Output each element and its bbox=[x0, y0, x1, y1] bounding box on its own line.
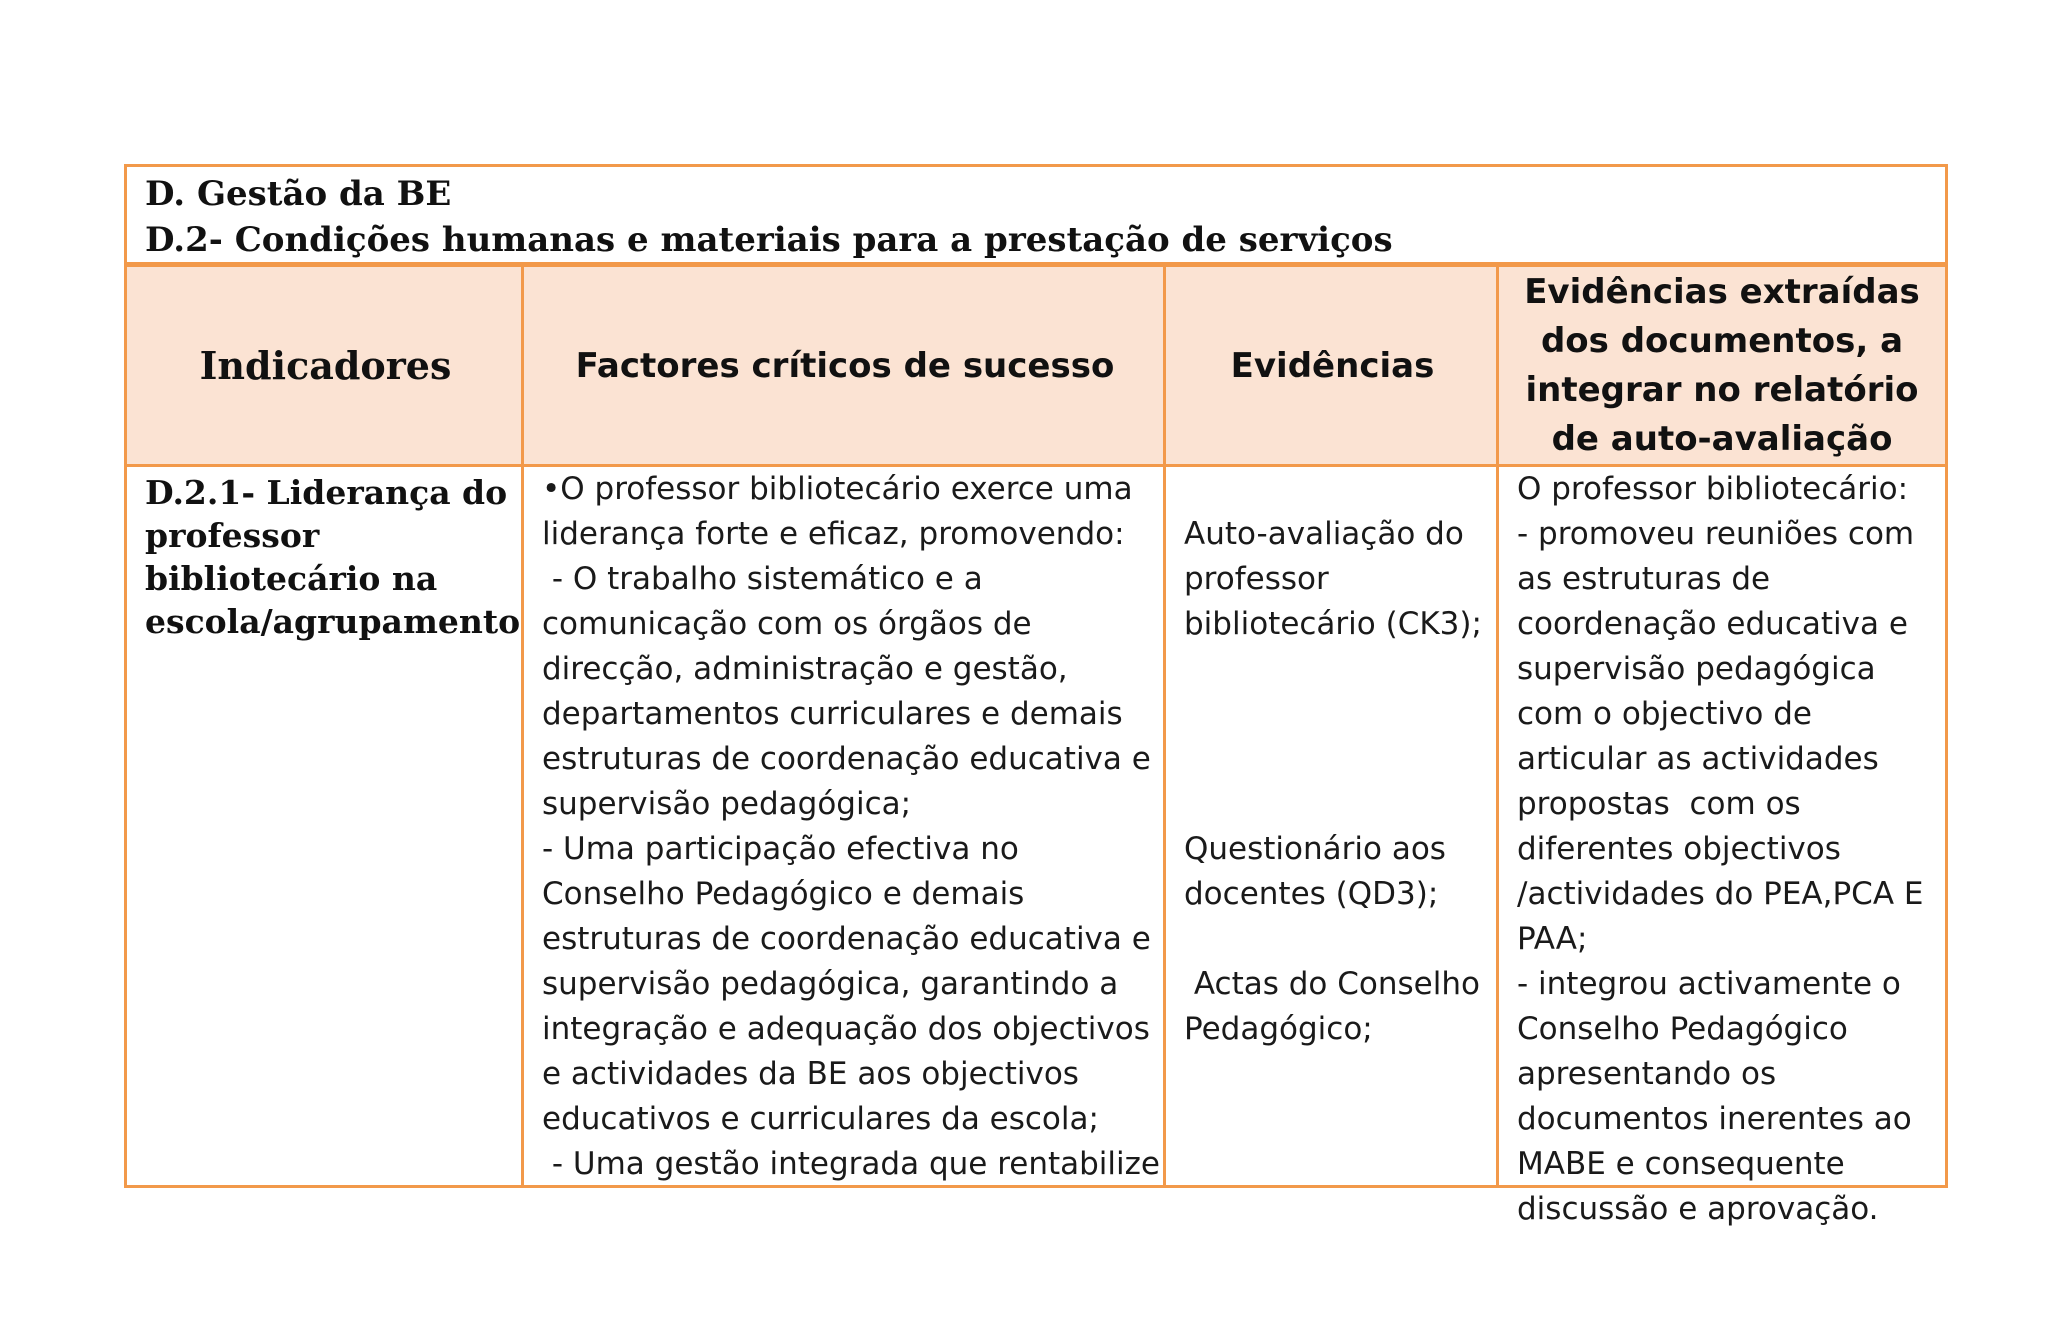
indicador-cell: D.2.1- Liderança do professor bibliotecário na escola/agrupamento bbox=[145, 473, 521, 641]
extraidas-paragraph: - promoveu reuniões com as estruturas de coordenação educativa e supervisão pedagógica com o objectivo de articular as actividades propostas com os diferentes objectivos /actividades do PEA,PCA E PAA; bbox=[1517, 516, 1934, 957]
subdomain-title: D.2- Condições humanas e materiais para a prestação de serviços bbox=[145, 220, 1393, 260]
factores-paragraph: - Uma participação efectiva no Conselho Pedagógico e demais estruturas de coordenação educativa e supervisão pedagógica, garantindo a integração e adequação dos objectivos e actividades da BE aos objectivos educativos e curriculares da escola; bbox=[542, 831, 1161, 1137]
factores-paragraph: •O professor bibliotecário exerce uma liderança forte e eficaz, promovendo: bbox=[542, 471, 1143, 552]
header-evidencias-extraidas: Evidências extraídas dos documentos, a integrar no relatório de auto-avaliação bbox=[1524, 271, 1920, 459]
factores-paragraph: - Uma gestão integrada que rentabilize bbox=[542, 1146, 1160, 1182]
table-title bbox=[127, 167, 1945, 267]
assessment-table bbox=[124, 164, 1948, 1227]
header-evidencias: Evidências bbox=[1230, 345, 1435, 386]
evidencias-item: Actas do Conselho Pedagógico; bbox=[1184, 966, 1490, 1047]
factores-paragraph: - O trabalho sistemático e a comunicação com os órgãos de direcção, administração e gestão, departamentos curriculares e demais estruturas de coordenação educativa e supervisão pedagógica; bbox=[542, 561, 1161, 822]
evidencias-cell bbox=[1184, 467, 1494, 1185]
header-indicadores: Indicadores bbox=[199, 343, 452, 388]
domain-title: D. Gestão da BE bbox=[145, 174, 452, 214]
header-factores: Factores críticos de sucesso bbox=[575, 345, 1115, 386]
evidencias-item: Questionário aos docentes (QD3); bbox=[1184, 831, 1456, 912]
extraidas-paragraph: O professor bibliotecário: bbox=[1517, 471, 1909, 507]
factores-cell bbox=[542, 467, 1162, 1185]
evidencias-extraidas-cell bbox=[1517, 467, 1947, 1227]
evidencias-item: Auto-avaliação do professor bibliotecário (CK3); bbox=[1184, 516, 1482, 642]
extraidas-paragraph: - integrou activamente o Conselho Pedagógico apresentando os documentos inerentes ao MABE e consequente discussão e aprovação. bbox=[1517, 966, 1922, 1227]
